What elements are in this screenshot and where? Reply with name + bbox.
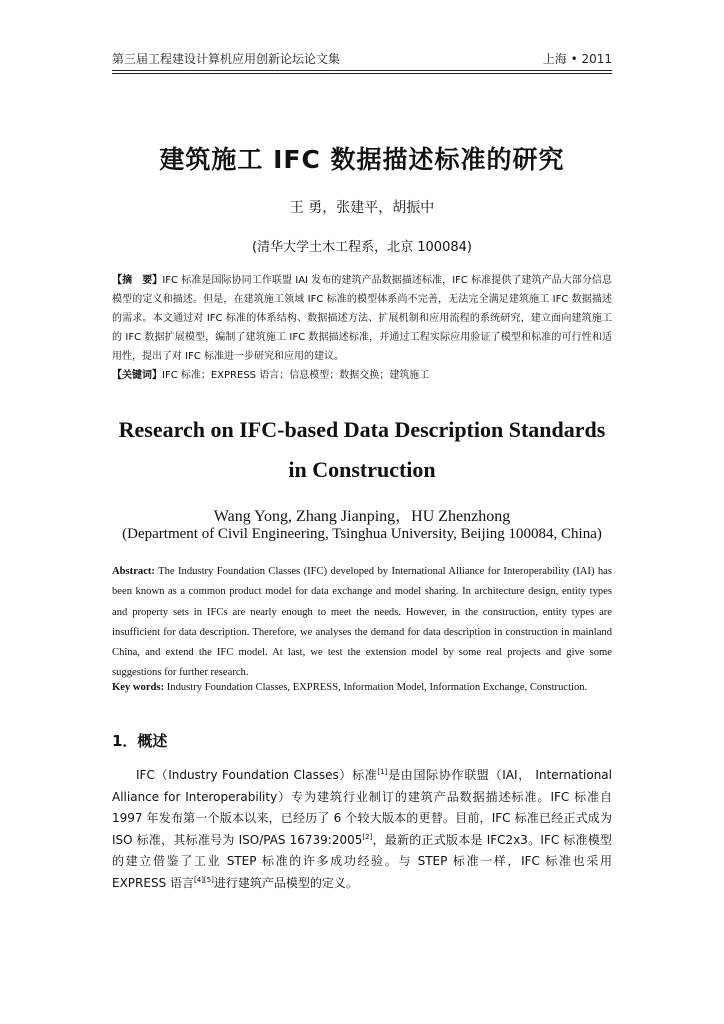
citation-1: [1] <box>377 768 388 776</box>
paragraph-part-1: IFC（Industry Foundation Classes）标准 <box>136 768 378 782</box>
chinese-title: 建筑施工 IFC 数据描述标准的研究 <box>159 145 565 174</box>
english-authors: Wang Yong, Zhang Jianping，HU Zhenzhong <box>213 508 511 525</box>
english-keywords-text: Industry Foundation Classes, EXPRESS, Information Model, Information Exchange, Construction. <box>164 682 588 693</box>
header-rule <box>112 73 612 74</box>
english-abstract-label: Abstract: <box>112 566 155 577</box>
proceedings-title: 第三届工程建设计算机应用创新论坛论文集 <box>112 52 341 66</box>
chinese-keywords-label: 【关键词】 <box>112 370 162 381</box>
chinese-keywords-text: IFC 标准；EXPRESS 语言；信息模型；数据交换；建筑施工 <box>162 370 430 381</box>
chinese-abstract <box>112 271 612 366</box>
english-keywords <box>112 679 612 697</box>
paragraph-part-3: ，最新的正式版本是 IFC2x3。IFC 标准模型的建立借鉴了工业 STEP 标准的许多成功经验。与 STEP 标准一样，IFC 标准也采用 EXPRESS 语言 <box>112 832 612 890</box>
english-keywords-label: Key words: <box>112 682 165 693</box>
english-title-line1: Research on IFC-based Data Description Standards <box>118 417 606 442</box>
running-header <box>112 50 612 71</box>
chinese-keywords <box>112 366 612 385</box>
english-abstract-text: The Industry Foundation Classes (IFC) developed by International Alliance for Interoperability (IAI) has been known as a common product model for data exchange and model sharing. In architecture design, entity types and property sets in IFCs are nearly enough to meet the needs. However, in the construction, entity types are insufficient for data description. Therefore, we analyses the demand for data description in construction in mainland China, and extend the IFC model. At last, we test the extension model by some real projects and give some suggestions for further research. <box>112 566 612 679</box>
english-title-line2: in Construction <box>288 457 436 482</box>
english-title <box>0 410 724 490</box>
conference-location-year: 上海 • 2011 <box>542 52 612 66</box>
citation-2: [2] <box>362 832 373 841</box>
chinese-affiliation: (清华大学土木工程系，北京 100084) <box>252 240 472 255</box>
section-1-heading: 1．概述 <box>112 732 168 750</box>
english-abstract <box>112 562 612 684</box>
paragraph-part-2: 是由国际协作联盟（IAI， International Alliance for Interoperability）专为建筑行业制订的建筑产品数据描述标准。IFC 标准自 1997 年发布第一个版本以来，已经历了 6 个较大版本的更替。目前，IFC 标准已经正式成为 ISO 标准，其标准号为 ISO/PAS 16739:2005 <box>112 768 612 847</box>
paragraph-part-4: 进行建筑产品模型的定义。 <box>213 875 358 890</box>
section-1-paragraph <box>112 765 612 894</box>
chinese-abstract-text: IFC 标准是国际协同工作联盟 IAI 发布的建筑产品数据描述标准，IFC 标准提供了建筑产品大部分信息模型的定义和描述。但是，在建筑施工领域 IFC 标准的模型体系尚不完善，无法完全满足建筑施工 IFC 数据描述的需求。本文通过对 IFC 标准的体系结构、数据描述方法、扩展机制和应用流程的系统研究，建立面向建筑施工的 IFC 数据扩展模型，编制了建筑施工 IFC 数据描述标准，并通过工程实际应用验证了模型和标准的可行性和适用性，提出了对 IFC 标准进一步研究和应用的建议。 <box>112 275 612 362</box>
chinese-authors: 王 勇，张建平，胡振中 <box>289 200 435 216</box>
citation-4-5: [4][5] <box>194 875 214 884</box>
english-affiliation: (Department of Civil Engineering, Tsinghua University, Beijing 100084, China) <box>122 526 602 542</box>
chinese-abstract-label: 【摘 要】 <box>112 275 163 286</box>
